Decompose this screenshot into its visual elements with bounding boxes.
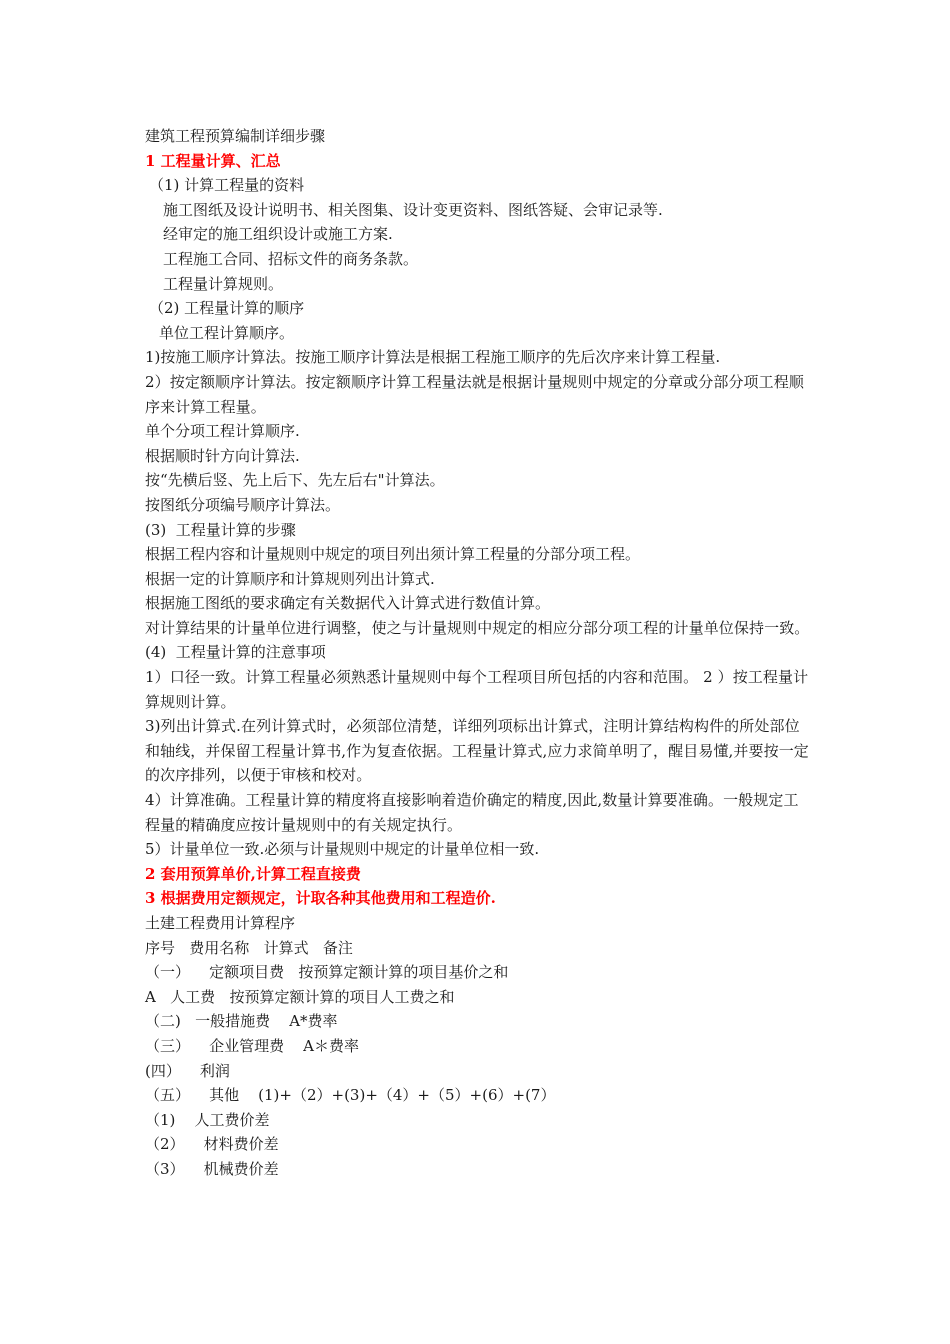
section-3-paragraph: 根据一定的计算顺序和计算规则列出计算式. [145,569,435,588]
section-3-paragraph: 对计算结果的计量单位进行调整，使之与计量规则中规定的相应分部分项工程的计量单位保持一致。 [145,618,810,637]
fee-table-row: （一） 定额项目费 按预算定额计算的项目基价之和 [145,963,509,982]
heading-3: 3 根据费用定额规定，计取各种其他费用和工程造价. [145,889,496,908]
fee-table-title: 土建工程费用计算程序 [145,914,296,932]
document-page [145,124,810,1182]
section-4-paragraph: 5）计量单位一致.必须与计量规则中规定的计量单位相一致. [145,840,540,859]
section-2-heading: （2) 工程量计算的顺序 [149,299,305,318]
section-2-paragraph: 2）按定额顺序计算法。按定额顺序计算工程量法就是根据计量规则中规定的分章或分部分项工程顺序来计算工程量。 [145,372,804,416]
section-2-paragraph: 单个分项工程计算顺序. [145,422,300,441]
section-3-paragraph: 根据施工图纸的要求确定有关数据代入计算式进行数值计算。 [145,594,551,613]
fee-table-row: （二) 一般措施费 A*费率 [145,1012,338,1031]
section-3-heading: (3) 工程量计算的步骤 [145,520,296,539]
section-1-item: 工程施工合同、招标文件的商务条款。 [163,249,419,268]
fee-table-row: （2） 材料费价差 [145,1135,279,1154]
heading-1: 1 工程量计算、汇总 [145,151,281,170]
section-1-item: 工程量计算规则。 [163,274,284,293]
section-2-subheading: 单位工程计算顺序。 [159,323,295,342]
section-2-paragraph: 按“先横后竖、先上后下、先左后右"计算法。 [145,471,445,490]
fee-table-row: (四） 利润 [145,1061,230,1080]
section-2-paragraph: 按图纸分项编号顺序计算法。 [145,495,341,514]
heading-2: 2 套用预算单价,计算工程直接费 [145,864,361,883]
section-4-paragraph: 1）口径一致。计算工程量必须熟悉计量规则中每个工程项目所包括的内容和范围。 2 ）按工程量计算规则计算。 [145,668,809,711]
section-1-heading: （1) 计算工程量的资料 [149,176,305,195]
section-4-paragraph: 4）计算准确。工程量计算的精度将直接影响着造价确定的精度,因此,数量计算要准确。一般规定工程量的精确度应按计量规则中的有关规定执行。 [145,791,799,834]
fee-table-row: （3） 机械费价差 [145,1159,279,1178]
section-1-item: 施工图纸及设计说明书、相关图集、设计变更资料、图纸答疑、会审记录等. [163,200,663,219]
section-2-paragraph: 根据顺时针方向计算法. [145,446,300,465]
doc-title: 建筑工程预算编制详细步骤 [145,127,326,145]
fee-table-row: A 人工费 按预算定额计算的项目人工费之和 [145,987,455,1006]
section-4-paragraph: 3)列出计算式.在列计算式时，必须部位清楚，详细列项标出计算式，注明计算结构构件的所处部位和轴线，并保留工程量计算书,作为复查依据。工程量计算式,应力求简单明了，醒目易懂,并要按一定的次序排列，以便于审核和校对。 [145,717,809,785]
fee-table-row: （五） 其他 (1)+（2）+(3)+（4）+（5）+(6）+(7） [145,1086,556,1105]
fee-table-row: （三） 企业管理费 A＊费率 [145,1036,359,1055]
section-1-item: 经审定的施工组织设计或施工方案. [163,225,393,244]
section-2-paragraph: 1)按施工顺序计算法。按施工顺序计算法是根据工程施工顺序的先后次序来计算工程量. [145,348,721,367]
fee-table-row: （1) 人工费价差 [145,1110,270,1129]
section-4-heading: (4) 工程量计算的注意事项 [145,643,326,662]
fee-table-header: 序号 费用名称 计算式 备注 [145,938,353,957]
section-3-paragraph: 根据工程内容和计量规则中规定的项目列出须计算工程量的分部分项工程。 [145,545,641,564]
